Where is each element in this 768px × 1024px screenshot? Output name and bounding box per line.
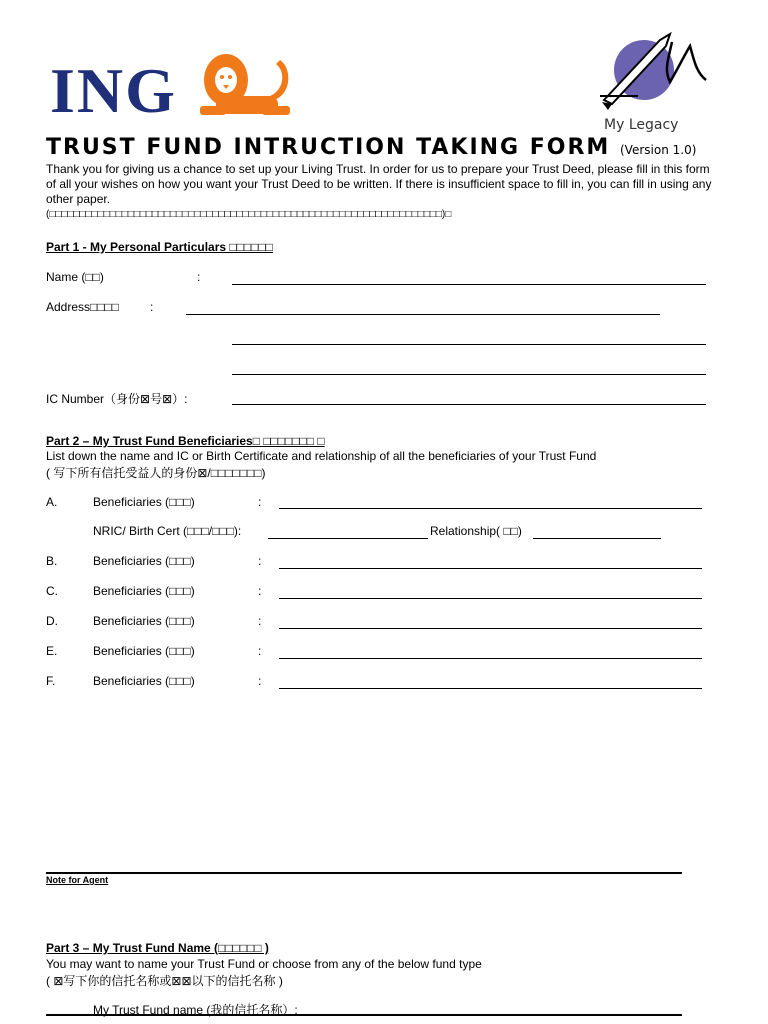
beneficiary-letter: E.: [46, 644, 58, 658]
nric-field[interactable]: [268, 538, 428, 539]
beneficiary-letter: D.: [46, 614, 58, 628]
ic-label: IC Number（身份⊠号⊠）:: [46, 392, 188, 406]
page-title: [46, 135, 696, 160]
my-legacy-label: My Legacy: [604, 117, 679, 133]
beneficiary-f-field[interactable]: [279, 688, 702, 689]
beneficiary-colon: :: [258, 674, 262, 688]
part3-heading: Part 3 – My Trust Fund Name (□□□□□□ ): [46, 941, 269, 955]
beneficiary-a-field[interactable]: [279, 508, 702, 509]
beneficiary-letter: B.: [46, 554, 58, 568]
title-text: TRUST FUND INTRUCTION TAKING FORM: [46, 135, 611, 160]
beneficiary-label: Beneficiaries (□□□): [93, 584, 195, 598]
nric-label: NRIC/ Birth Cert (□□□/□□□):: [93, 524, 242, 538]
my-legacy-logo-icon: [598, 30, 710, 116]
beneficiary-label: Beneficiaries (□□□): [93, 495, 195, 509]
relationship-field[interactable]: [533, 538, 661, 539]
address-colon: :: [150, 300, 154, 314]
beneficiary-c-field[interactable]: [279, 598, 702, 599]
note-for-agent: Note for Agent: [46, 875, 109, 885]
name-field[interactable]: [232, 284, 706, 285]
beneficiary-colon: :: [258, 495, 262, 509]
note-divider: [46, 872, 682, 874]
version-label: (Version 1.0): [620, 143, 697, 157]
name-label: Name (□□): [46, 270, 104, 284]
beneficiary-letter: A.: [46, 495, 58, 509]
beneficiary-label: Beneficiaries (□□□): [93, 614, 195, 628]
ic-field[interactable]: [232, 404, 706, 405]
intro-cn: (□□□□□□□□□□□□□□□□□□□□□□□□□□□□□□□□□□□□□□□□□□□□□□□□□□□□□□□□□□□□□□□□□)□: [46, 209, 452, 220]
beneficiary-letter: F.: [46, 674, 56, 688]
beneficiary-colon: :: [258, 584, 262, 598]
address-field-3[interactable]: [232, 374, 706, 375]
intro-paragraph: [46, 162, 716, 222]
beneficiary-colon: :: [258, 554, 262, 568]
part3-description: You may want to name your Trust Fund or choose from any of the below fund type: [46, 957, 482, 971]
address-field-1[interactable]: [186, 314, 660, 315]
part2-description: List down the name and IC or Birth Certificate and relationship of all the beneficiaries of your Trust Fund: [46, 449, 597, 463]
beneficiary-label: Beneficiaries (□□□): [93, 674, 195, 688]
part2-description-cn: ( 写下所有信托受益人的身份⊠/□□□□□□□): [46, 466, 266, 480]
beneficiary-label: Beneficiaries (□□□): [93, 554, 195, 568]
address-label: Address□□□□: [46, 300, 120, 314]
lion-logo-icon: [196, 50, 296, 118]
beneficiary-letter: C.: [46, 584, 58, 598]
beneficiary-label: Beneficiaries (□□□): [93, 644, 195, 658]
part2-heading: Part 2 – My Trust Fund Beneficiaries□ □□□□□□□ □: [46, 434, 325, 448]
fund-name-field[interactable]: [46, 1014, 682, 1016]
ing-logo: ING: [50, 55, 177, 126]
beneficiary-d-field[interactable]: [279, 628, 702, 629]
name-colon: :: [197, 270, 201, 284]
beneficiary-colon: :: [258, 644, 262, 658]
relationship-label: Relationship( □□): [430, 524, 522, 538]
address-field-2[interactable]: [232, 344, 706, 345]
beneficiary-colon: :: [258, 614, 262, 628]
beneficiary-e-field[interactable]: [279, 658, 702, 659]
part1-heading: Part 1 - My Personal Particulars □□□□□□: [46, 240, 273, 254]
beneficiary-b-field[interactable]: [279, 568, 702, 569]
part3-description-cn: ( ⊠写下你的信托名称或⊠⊠以下的信托名称 ): [46, 974, 283, 988]
fund-name-label: My Trust Fund name (我的信托名称）:: [93, 1003, 298, 1017]
intro-text: Thank you for giving us a chance to set up your Living Trust. In order for us to prepare your Trust Deed, please fill in this form of all your wishes on how you want your Trust Deed to be written. If there is insufficient space to fill in, you can fill in using any other paper.: [46, 162, 712, 206]
